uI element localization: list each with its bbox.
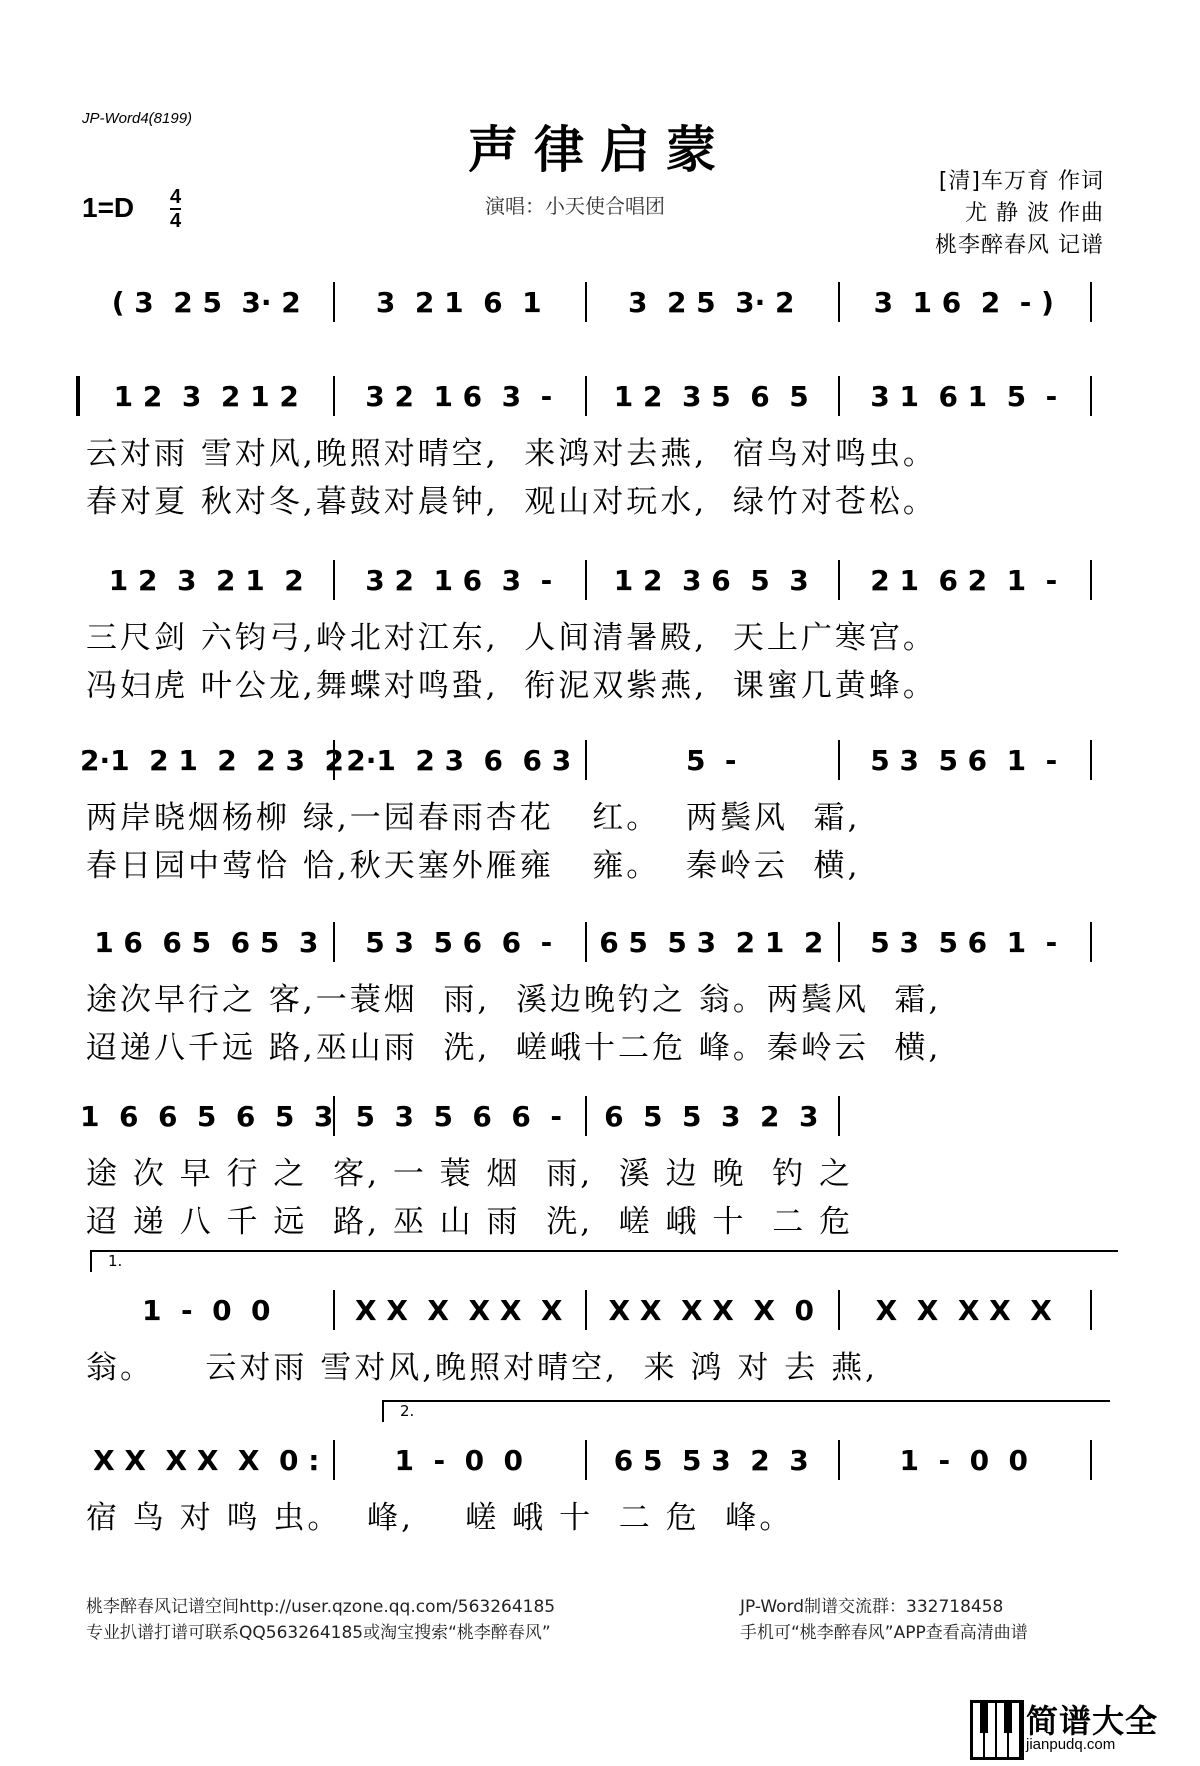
measure [585,376,838,416]
measure-notes: 3 2 1 6 1 [375,285,542,319]
measure-notes: 3 2 5 3· 2 [627,285,795,319]
barline [1090,922,1092,962]
measure-notes: 5 - [685,743,737,777]
measure-notes: 3 1 6 2 - ) [873,285,1054,319]
measure [585,560,838,600]
lyric-line: 春对夏 秋对冬,暮鼓对晨钟, 观山对玩水, 绿竹对苍松。 [86,484,937,520]
barline [1090,740,1092,780]
measure [80,1290,333,1330]
music-system [80,1290,1110,1330]
measure [585,1290,838,1330]
lyric-line: 迢 递 八 千 远 路, 巫 山 雨 洗, 嵯 峨 十 二 危 [86,1204,854,1240]
measure-notes: X X X X X [875,1293,1052,1327]
measure-notes: 3 1 6 1 5 - [870,379,1058,413]
measure [838,376,1091,416]
lyric-line: 宿 鸟 对 鸣 虫。 峰, 嵯 峨 十 二 危 峰。 [86,1500,794,1536]
measure [80,1440,333,1480]
volta-bracket: 2. [382,1400,1110,1422]
measure [333,740,586,780]
measure-notes: 3 2 1 6 3 - [365,379,553,413]
measure [333,376,586,416]
measure-notes: 5 3 5 6 6 - [355,1099,562,1133]
music-system [80,376,1110,416]
measure-notes: 1 6 6 5 6 5 3 [80,1099,334,1133]
measure [333,1096,586,1136]
lyricist: [清]车万育 作词 [938,169,1104,194]
music-system [80,560,1110,600]
measure-notes: 1 2 3 2 1 2 [108,563,304,597]
measure-notes: 1 - 0 0 [141,1293,271,1327]
brand-logo [970,1696,1160,1760]
measure [80,740,344,780]
piano-icon [970,1700,1024,1760]
measure [333,282,586,322]
measure-notes: X X X X X 0 [608,1293,814,1327]
footer-group: JP-Word制谱交流群：332718458 [740,1597,1004,1617]
lyric-line: 云对雨 雪对风,晚照对晴空, 来鸿对去燕, 宿鸟对鸣虫。 [86,436,937,472]
measure [80,1096,333,1136]
barline [1090,1290,1092,1330]
music-system [80,1440,1110,1480]
composer: 尤 静 波 作曲 [965,201,1104,226]
music-system [80,922,1110,962]
measure [838,1290,1091,1330]
measure [585,1096,838,1136]
lyric-line: 翁。 云对雨 雪对风,晚照对晴空, 来 鸿 对 去 燕, [86,1350,878,1386]
time-bottom: 4 [170,210,182,232]
software-label: JP-Word4(8199) [82,110,193,127]
measure-notes: X X X X X 0 : [93,1443,320,1477]
measure [333,1290,586,1330]
measure-notes: 6 5 5 3 2 1 2 [599,925,824,959]
measure [80,560,333,600]
measure-notes: 1 - 0 0 [899,1443,1029,1477]
measure [838,740,1091,780]
footer-link: 桃李醉春风记谱空间http://user.qzone.qq.com/563264185 [86,1597,556,1617]
measure-notes: 6 5 5 3 2 3 [604,1099,819,1133]
lyric-line: 三尺剑 六钧弓,岭北对江东, 人间清暑殿, 天上广寒宫。 [86,620,937,656]
measure [333,560,586,600]
measure [838,282,1091,322]
measure-notes: 1 2 3 5 6 5 [613,379,809,413]
lyric-line: 途次早行之 客,一蓑烟 雨, 溪边晚钓之 翁。两鬓风 霜, [86,982,942,1018]
measure-notes: 5 3 5 6 1 - [870,743,1058,777]
measure [838,560,1091,600]
measure [585,282,838,322]
measure-notes: ( 3 2 5 3· 2 [111,285,301,319]
measure-notes: 3 2 1 6 3 - [365,563,553,597]
barline [1090,282,1092,322]
lyric-line: 两岸晓烟杨柳 绿,一园春雨杏花 红。 两鬓风 霜, [86,800,861,836]
measure-notes: 2 1 6 2 1 - [870,563,1058,597]
lyric-line: 迢递八千远 路,巫山雨 洗, 嵯峨十二危 峰。秦岭云 横, [86,1030,942,1066]
measure-notes: 1 - 0 0 [394,1443,524,1477]
brand-url: jianpudq.com [1026,1736,1116,1753]
song-title: 声律启蒙 [468,120,732,179]
measure [333,922,586,962]
measure [585,740,838,780]
lyric-line: 春日园中莺恰 恰,秋天塞外雁雍 雍。 秦岭云 横, [86,848,861,884]
transcriber: 桃李醉春风 记谱 [935,233,1104,258]
measure [585,922,838,962]
key-signature: 1=D [82,192,135,223]
brand-name: 简谱大全 [1026,1702,1159,1740]
measure-notes: 5 3 5 6 1 - [870,925,1058,959]
performer: 演唱：小天使合唱团 [485,194,665,218]
measure [80,282,333,322]
measure-notes: 1 2 3 2 1 2 [113,379,299,413]
measure-notes: 1 6 6 5 6 5 3 [94,925,319,959]
music-system [80,1096,1110,1136]
barline [838,1096,840,1136]
time-top: 4 [170,186,182,208]
music-system [80,282,1110,322]
measure-notes: 5 3 5 6 6 - [365,925,553,959]
barline [1090,376,1092,416]
lyric-line: 途 次 早 行 之 客, 一 蓑 烟 雨, 溪 边 晚 钓 之 [86,1156,854,1192]
measure-notes: X X X X X X [354,1293,563,1327]
measure [838,1440,1091,1480]
measure-notes: 1 2 3 6 5 3 [613,563,809,597]
measure-notes: 2·1 2 3 6 6 3 [346,743,572,777]
volta-bracket: 1. [90,1250,1118,1272]
lyric-line: 冯妇虎 叶公龙,舞蝶对鸣蛩, 衔泥双紫燕, 课蜜几黄蜂。 [86,668,937,704]
measure [585,1440,838,1480]
measure [80,922,333,962]
repeat-start [76,376,80,416]
measure [333,1440,586,1480]
barline [1090,560,1092,600]
barline [1090,1440,1092,1480]
footer-contact: 专业扒谱打谱可联系QQ563264185或淘宝搜索“桃李醉春风” [86,1623,551,1643]
measure [838,922,1091,962]
measure-notes: 6 5 5 3 2 3 [613,1443,809,1477]
measure [80,376,333,416]
music-system [80,740,1110,780]
measure-notes: 2·1 2 1 2 2 3 2 [80,743,344,777]
time-signature [170,188,181,230]
footer-app: 手机可“桃李醉春风”APP查看高清曲谱 [740,1623,1028,1643]
